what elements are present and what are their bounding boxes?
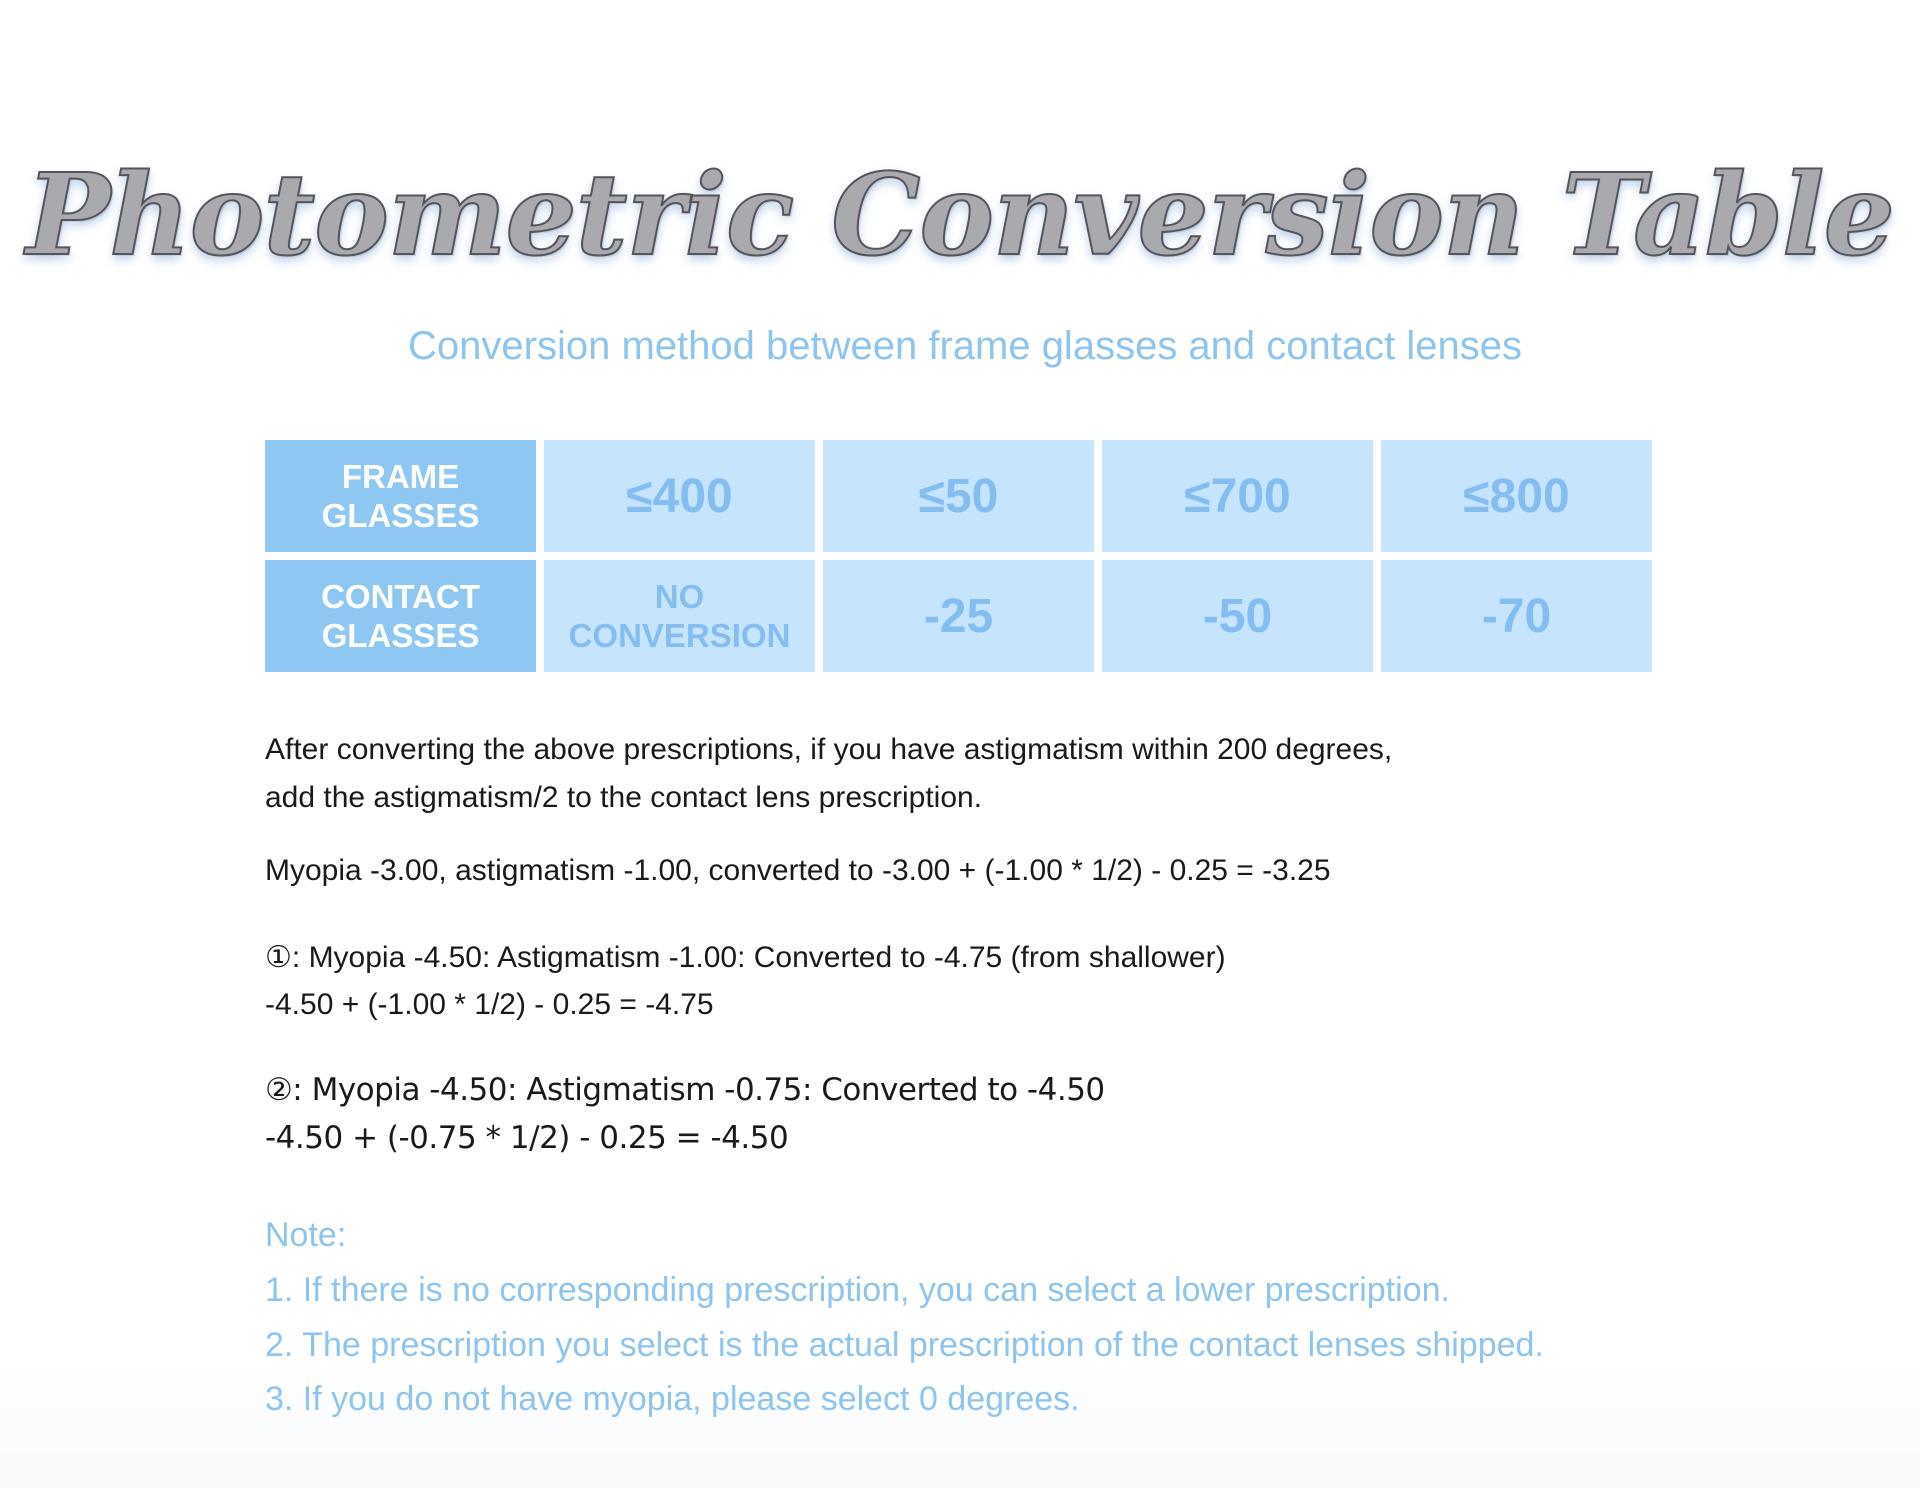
table-cell: -50 <box>1102 560 1373 672</box>
table-cell: NO CONVERSION <box>544 560 815 672</box>
example-2-line-1: ②: Myopia -4.50: Astigmatism -0.75: Converted to -4.50 <box>265 1072 1105 1108</box>
bottom-fade <box>0 1358 1920 1488</box>
note-item: 3. If you do not have myopia, please select 0 degrees. <box>265 1380 1080 1418</box>
example-2-line-2: -4.50 + (-0.75 * 1/2) - 0.25 = -4.50 <box>265 1120 789 1156</box>
page-subtitle: Conversion method between frame glasses and contact lenses <box>408 324 1522 368</box>
conversion-table <box>265 440 1652 672</box>
table-cell: ≤800 <box>1381 440 1652 552</box>
table-row-contact-glasses <box>265 560 1652 672</box>
instruction-line-1: After converting the above prescriptions, if you have astigmatism within 200 degrees, <box>265 733 1393 766</box>
instruction-line-2: add the astigmatism/2 to the contact lens prescription. <box>265 781 983 814</box>
table-cell: -25 <box>823 560 1094 672</box>
table-row-frame-glasses <box>265 440 1652 552</box>
table-cell: -70 <box>1381 560 1652 672</box>
row-header-contact-glasses: CONTACT GLASSES <box>265 560 536 672</box>
note-heading: Note: <box>265 1216 347 1254</box>
example-1-line-1: ①: Myopia -4.50: Astigmatism -1.00: Converted to -4.75 (from shallower) <box>265 941 1226 974</box>
table-cell: ≤700 <box>1102 440 1373 552</box>
example-1-line-2: -4.50 + (-1.00 * 1/2) - 0.25 = -4.75 <box>265 988 714 1021</box>
page-title: Photometric Conversion Table <box>26 150 1894 281</box>
instruction-example: Myopia -3.00, astigmatism -1.00, converted to -3.00 + (-1.00 * 1/2) - 0.25 = -3.25 <box>265 854 1331 887</box>
note-item: 2. The prescription you select is the actual prescription of the contact lenses shipped. <box>265 1326 1544 1364</box>
note-item: 1. If there is no corresponding prescription, you can select a lower prescription. <box>265 1271 1450 1309</box>
table-cell: ≤400 <box>544 440 815 552</box>
row-header-frame-glasses: FRAME GLASSES <box>265 440 536 552</box>
table-cell: ≤50 <box>823 440 1094 552</box>
